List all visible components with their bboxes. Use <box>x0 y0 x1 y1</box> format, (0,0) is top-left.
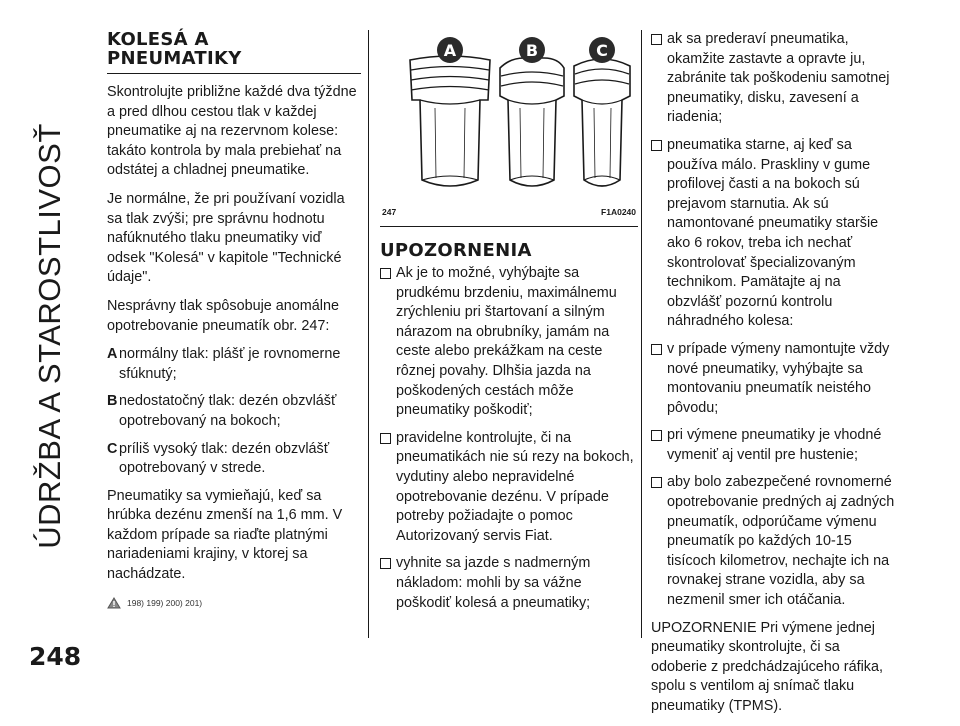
list-item-text: nedostatočný tlak: dezén obzvlášť opotrebovaný na bokoch; <box>119 393 337 429</box>
svg-text:A: A <box>443 41 457 60</box>
notes-reference <box>107 594 361 614</box>
list-item-text: normálny tlak: plášť je rovnomerne sfúknutý; <box>119 346 341 382</box>
paragraph: Skontrolujte približne každé dva týždne a pred dlhou cestou tlak v každej pneumatike aj na rezervnom kolese: takáto kontrola by mala prebiehať na odstátej a chladnej pneumatike. <box>107 84 357 179</box>
warning-item <box>651 426 896 465</box>
checkbox-bullet-icon <box>380 429 396 547</box>
svg-text:B: B <box>525 41 539 60</box>
warning-item <box>380 429 638 547</box>
page-number: 248 <box>29 642 82 671</box>
tire-wear-illustration <box>380 30 638 210</box>
side-chapter-title: ÚDRŽBA A STAROSTLIVOSŤ <box>32 123 67 549</box>
figure-label-c <box>589 37 615 63</box>
paragraph: Pneumatiky sa vymieňajú, keď sa hrúbka dezénu zmenší na 1,6 mm. V každom prípade sa riaďte platnými nariadeniami krajiny, v ktorej sa nachádzate. <box>107 487 343 583</box>
warning-triangle-icon <box>107 597 121 609</box>
checkbox-bullet-icon <box>380 264 396 421</box>
figure-label-b <box>519 37 545 63</box>
warning-text: pneumatika starne, aj keď sa používa málo. Praskliny v gume profilovej časti a na bokoch sú prejavom starnutia. Ak sú namontované pneumatiky staršie ako 6 rokov, treba ich nechať skontrolovať špecializovaným technikom. Pamätajte aj na obzvlášť pozornú kontrolu náhradného kolesa: <box>667 136 879 330</box>
figure-number: 247 <box>382 207 397 218</box>
list-item <box>107 440 361 479</box>
list-item <box>107 345 361 384</box>
figure-label-a <box>437 37 463 63</box>
heading-underline <box>107 73 361 74</box>
svg-text:C: C <box>596 41 608 60</box>
list-item <box>107 392 361 431</box>
list-item-label: C <box>107 440 118 457</box>
warning-item <box>380 264 638 421</box>
tire-underinflated-illustration <box>500 58 564 186</box>
list-item-label: A <box>107 346 118 363</box>
warning-closing-note: UPOZORNENIE Pri výmene jednej pneumatiky skontrolujte, či sa odoberie z predchádzajúceho ráfika, spolu s ventilom aj snímač tlaku pneumatiky (TPMS). <box>651 619 883 714</box>
warning-text: aby bolo zabezpečené rovnomerné opotrebovanie predných aj zadných pneumatík, odporúčame výmenu pneumatík po každých 10-15 tisícoch kilometrov, nechajte ich na rovnakej strane vozidla, aby sa nezmenil smer ich otáčania. <box>667 474 895 609</box>
tire-normal-illustration <box>410 56 490 186</box>
warning-item <box>380 554 638 613</box>
figure-code: F1A0240 <box>601 207 636 218</box>
warning-item <box>651 30 896 128</box>
checkbox-bullet-icon <box>380 554 396 613</box>
warning-item <box>651 473 896 610</box>
warning-text: pravidelne kontrolujte, či na pneumatikách nie sú rezy na bokoch, vydutiny alebo nepravidelné opotrebovanie dezénu. V prípade potreby požiadajte o pomoc Autorizovaný servis Fiat. <box>396 429 634 544</box>
checkbox-bullet-icon <box>651 426 667 465</box>
warning-text: ak sa prederaví pneumatika, okamžite zastavte a opravte ju, zabránite tak poškodeniu samotnej pneumatiky, disku, zavesení a riadenia; <box>667 31 890 126</box>
warning-text: Ak je to možné, vyhýbajte sa prudkému brzdeniu, maximálnemu zrýchleniu pri štartovaní a silným nárazom na obrubníky, jamám na ceste alebo prekážkam na ceste rôznej povahy. Dlhšia jazda na poškodených cestách môže pneumatiky poškodiť; <box>396 265 617 419</box>
warning-item <box>651 136 896 332</box>
column-right <box>651 30 896 726</box>
column-divider <box>368 30 369 638</box>
list-item-text: príliš vysoký tlak: dezén obzvlášť opotrebovaný v strede. <box>119 440 330 477</box>
column-divider <box>641 30 642 638</box>
tire-wear-figure <box>380 30 638 227</box>
checkbox-bullet-icon <box>651 136 667 332</box>
warning-text: v prípade výmeny namontujte vždy nové pneumatiky, vyhýbajte sa montovaniu pneumatík neistého pôvodu; <box>667 340 890 416</box>
section-title-line1: KOLESÁ A <box>107 29 209 50</box>
checkbox-bullet-icon <box>651 340 667 418</box>
paragraph: Nesprávny tlak spôsobuje anomálne opotrebovanie pneumatík obr. 247: <box>107 297 339 334</box>
section-title-line2: PNEUMATIKY <box>107 48 242 69</box>
warning-text: pri výmene pneumatiky je vhodné vymeniť aj ventil pre hustenie; <box>667 427 882 463</box>
warning-text: vyhnite sa jazde s nadmerným nákladom: mohli by sa vážne poškodiť kolesá a pneumatiky; <box>396 555 591 611</box>
section-title <box>107 30 361 68</box>
tire-overinflated-illustration <box>574 59 630 186</box>
column-left <box>107 30 361 613</box>
column-middle <box>380 30 638 621</box>
warnings-title: UPOZORNENIA <box>380 240 532 261</box>
warning-item <box>651 340 896 418</box>
notes-text: 198) 199) 200) 201) <box>127 597 203 608</box>
list-item-label: B <box>107 393 118 410</box>
checkbox-bullet-icon <box>651 473 667 610</box>
checkbox-bullet-icon <box>651 30 667 128</box>
paragraph: Je normálne, že pri používaní vozidla sa tlak zvýši; pre správnu hodnotu nafúknutého tlaku pneumatiky viď odsek "Kolesá" v kapitole "Technické údaje". <box>107 190 345 286</box>
